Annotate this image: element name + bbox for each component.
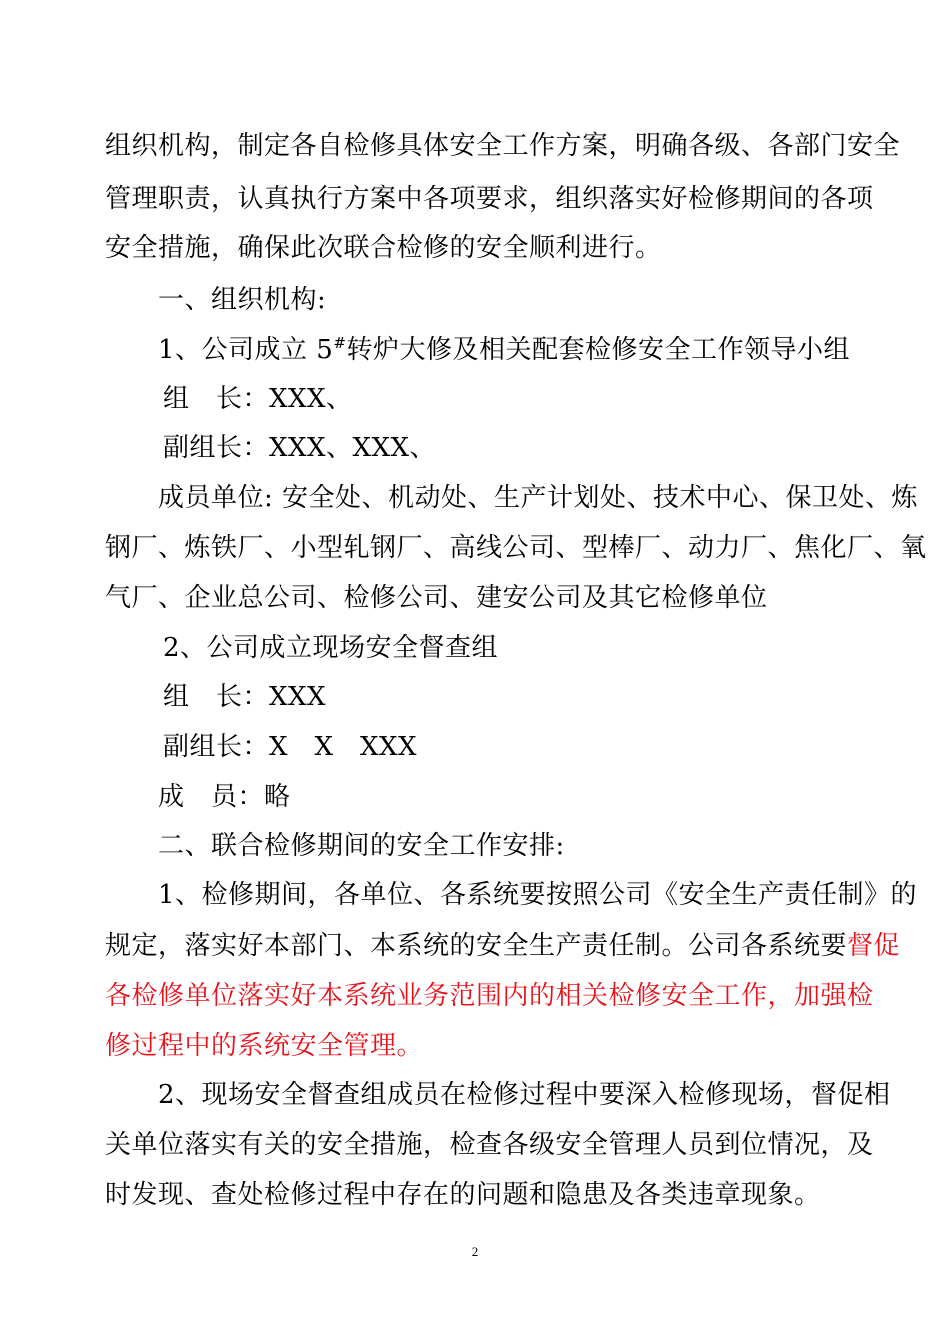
section1-item2-title: 2、公司成立现场安全督查组 [163, 633, 499, 663]
section2-heading: 二、联合检修期间的安全工作安排: [158, 831, 565, 861]
section2-p1-line-2 [105, 931, 901, 961]
section1-item1-title [158, 335, 850, 365]
item2-members: 成 员：略 [158, 782, 291, 812]
item1-title-sup: # [333, 334, 347, 352]
intro-line-2: 管理职责，认真执行方案中各项要求，组织落实好检修期间的各项 [105, 184, 874, 214]
item1-deputy: 副组长：XXX、XXX、 [163, 433, 437, 463]
item1-title-after: 转炉大修及相关配套检修安全工作领导小组 [346, 335, 850, 365]
p1-line2-black: 规定，落实好本部门、本系统的安全生产责任制。公司各系统要 [105, 931, 848, 961]
intro-line-3: 安全措施，确保此次联合检修的安全顺利进行。 [105, 233, 662, 263]
section2-p2-line-2: 关单位落实有关的安全措施，检查各级安全管理人员到位情况，及 [105, 1130, 874, 1160]
item1-members-line-3: 气厂、企业总公司、检修公司、建安公司及其它检修单位 [105, 583, 768, 613]
item1-leader: 组 长：XXX、 [163, 384, 353, 414]
section2-p1-line-4: 修过程中的系统安全管理。 [105, 1031, 424, 1061]
item1-members-line-2: 钢厂、炼铁厂、小型轧钢厂、高线公司、型棒厂、动力厂、焦化厂、氧 [105, 533, 927, 563]
intro-line-1: 组织机构，制定各自检修具体安全工作方案，明确各级、各部门安全 [105, 131, 901, 161]
page-number: 2 [471, 1244, 479, 1259]
item1-title-before: 1、公司成立 5 [158, 335, 334, 365]
section1-heading: 一、组织机构: [158, 285, 327, 315]
section2-p1-line-1: 1、检修期间，各单位、各系统要按照公司《安全生产责任制》的 [158, 880, 918, 910]
item1-members-line-1: 成员单位: 安全处、机动处、生产计划处、技术中心、保卫处、炼 [158, 483, 919, 513]
section2-p2-line-3: 时发现、查处检修过程中存在的问题和隐患及各类违章现象。 [105, 1180, 821, 1210]
p1-line2-red: 督促 [847, 931, 901, 961]
section2-p2-line-1: 2、现场安全督查组成员在检修过程中要深入检修现场，督促相 [158, 1080, 891, 1110]
item2-deputy: 副组长：X X XXX [163, 732, 418, 762]
item2-leader: 组 长：XXX [163, 682, 327, 712]
section2-p1-line-3: 各检修单位落实好本系统业务范围内的相关检修安全工作，加强检 [105, 981, 874, 1011]
